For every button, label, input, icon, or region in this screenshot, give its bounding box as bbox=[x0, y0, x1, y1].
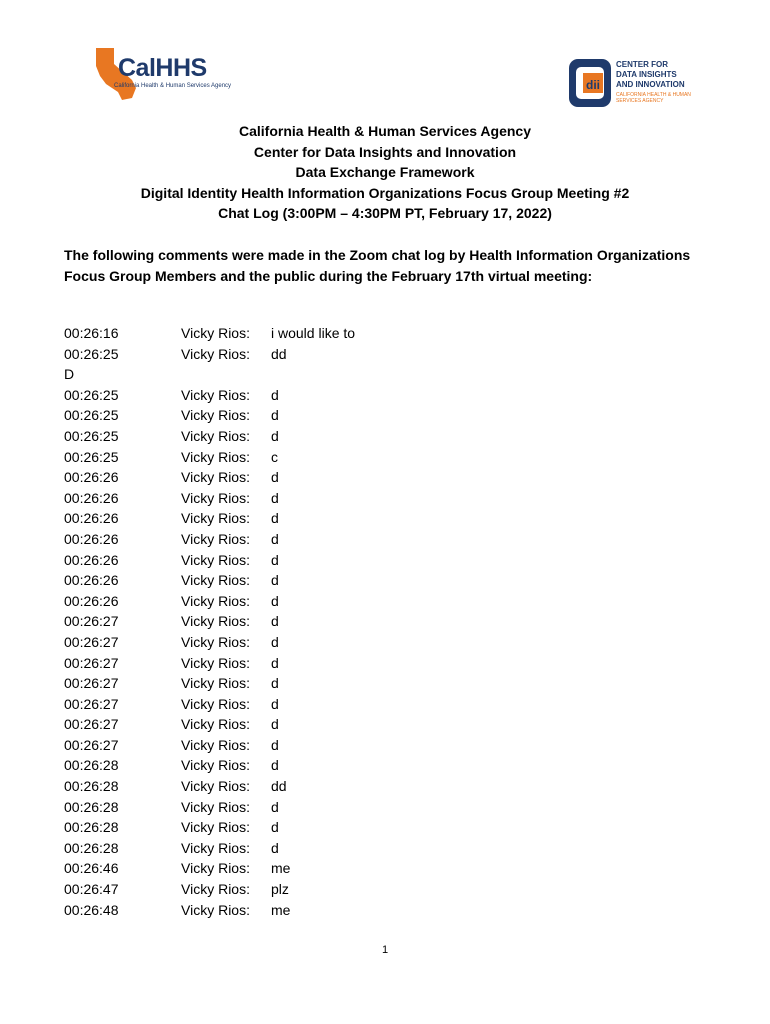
chat-log-row bbox=[64, 550, 664, 571]
chat-log bbox=[64, 323, 664, 920]
svg-text:dii: dii bbox=[586, 78, 600, 92]
chat-log-row bbox=[64, 447, 664, 468]
chat-message: d bbox=[271, 819, 279, 836]
chat-message: d bbox=[271, 551, 279, 568]
chat-author: Vicky Rios: bbox=[181, 716, 250, 733]
chat-timestamp: 00:26:26 bbox=[64, 530, 119, 547]
chat-message: d bbox=[271, 592, 279, 609]
chat-author: Vicky Rios: bbox=[181, 448, 250, 465]
calhhs-logo bbox=[92, 46, 232, 102]
chat-message: d bbox=[271, 469, 279, 486]
chat-timestamp: 00:26:27 bbox=[64, 613, 119, 630]
chat-timestamp: 00:26:27 bbox=[64, 675, 119, 692]
chat-author: Vicky Rios: bbox=[181, 551, 250, 568]
chat-timestamp: 00:26:25 bbox=[64, 345, 119, 362]
chat-log-row bbox=[64, 508, 664, 529]
chat-author: Vicky Rios: bbox=[181, 695, 250, 712]
chat-message: dd bbox=[271, 345, 287, 362]
chat-timestamp: 00:26:28 bbox=[64, 819, 119, 836]
cdii-logo bbox=[568, 58, 691, 110]
chat-timestamp: 00:26:26 bbox=[64, 551, 119, 568]
chat-message: d bbox=[271, 654, 279, 671]
chat-author: Vicky Rios: bbox=[181, 510, 250, 527]
chat-timestamp: 00:26:25 bbox=[64, 427, 119, 444]
chat-message: d bbox=[271, 386, 279, 403]
chat-log-row bbox=[64, 529, 664, 550]
chat-author: Vicky Rios: bbox=[181, 757, 250, 774]
chat-log-row bbox=[64, 879, 664, 900]
chat-message: d bbox=[271, 572, 279, 589]
chat-log-row bbox=[64, 570, 664, 591]
chat-message: c bbox=[271, 448, 278, 465]
chat-author: Vicky Rios: bbox=[181, 613, 250, 630]
chat-author: Vicky Rios: bbox=[181, 345, 250, 362]
chat-log-row bbox=[64, 838, 664, 859]
chat-log-row bbox=[64, 467, 664, 488]
chat-timestamp: 00:26:27 bbox=[64, 736, 119, 753]
calhhs-logo-text: CalHHS bbox=[118, 54, 207, 82]
chat-author: Vicky Rios: bbox=[181, 901, 250, 918]
chat-log-row bbox=[64, 776, 664, 797]
header-framework: Data Exchange Framework bbox=[295, 164, 475, 180]
chat-log-row bbox=[64, 673, 664, 694]
chat-timestamp: 00:26:25 bbox=[64, 407, 119, 424]
chat-author: Vicky Rios: bbox=[181, 860, 250, 877]
chat-message: i would like to bbox=[271, 325, 356, 341]
chat-log-row bbox=[64, 344, 664, 365]
chat-timestamp: 00:26:27 bbox=[64, 716, 119, 733]
header-agency: California Health & Human Services Agency bbox=[238, 123, 532, 139]
chat-message: me bbox=[271, 860, 291, 877]
page-number: 1 bbox=[381, 944, 389, 956]
chat-timestamp: 00:26:27 bbox=[64, 654, 119, 671]
chat-message: d bbox=[271, 675, 279, 692]
chat-message: me bbox=[271, 901, 291, 918]
chat-timestamp: 00:26:28 bbox=[64, 798, 119, 815]
chat-message: d bbox=[271, 736, 279, 753]
chat-message: d bbox=[271, 633, 279, 650]
header-meeting-title: Digital Identity Health Information Organizations Focus Group Meeting #2 bbox=[140, 184, 630, 201]
calhhs-logo-subtitle: California Health & Human Services Agency bbox=[114, 83, 232, 89]
chat-author: Vicky Rios: bbox=[181, 798, 250, 815]
chat-author: Vicky Rios: bbox=[181, 386, 250, 403]
chat-timestamp: 00:26:25 bbox=[64, 448, 119, 465]
header-chat-log-date: Chat Log (3:00PM – 4:30PM PT, February 17, 2022) bbox=[218, 205, 552, 221]
chat-timestamp: 00:26:46 bbox=[64, 860, 119, 877]
chat-log-row bbox=[64, 591, 664, 612]
chat-timestamp: 00:26:26 bbox=[64, 572, 119, 589]
chat-message: d bbox=[271, 510, 279, 527]
chat-author: Vicky Rios: bbox=[181, 778, 250, 795]
chat-log-row bbox=[64, 900, 664, 921]
chat-log-row bbox=[64, 653, 664, 674]
chat-message: d bbox=[271, 695, 279, 712]
chat-timestamp: 00:26:26 bbox=[64, 489, 119, 506]
chat-message: d bbox=[271, 613, 279, 630]
intro-paragraph: The following comments were made in the Zoom chat log by Health Information Organizations Focus Group Members and the public during the February 17th virtual meeting: bbox=[64, 247, 691, 284]
chat-timestamp: 00:26:26 bbox=[64, 510, 119, 527]
chat-author: Vicky Rios: bbox=[181, 819, 250, 836]
chat-author: Vicky Rios: bbox=[181, 325, 250, 341]
chat-author: Vicky Rios: bbox=[181, 633, 250, 650]
document-header bbox=[0, 121, 770, 224]
chat-message: d bbox=[271, 530, 279, 547]
chat-timestamp: 00:26:28 bbox=[64, 778, 119, 795]
chat-author: Vicky Rios: bbox=[181, 427, 250, 444]
chat-log-row bbox=[64, 385, 664, 406]
chat-log-row bbox=[64, 735, 664, 756]
chat-timestamp: 00:26:28 bbox=[64, 839, 119, 856]
chat-timestamp: 00:26:28 bbox=[64, 757, 119, 774]
chat-timestamp: 00:26:47 bbox=[64, 881, 119, 898]
chat-log-row bbox=[64, 714, 664, 735]
chat-message: d bbox=[271, 716, 279, 733]
chat-log-row bbox=[64, 323, 664, 344]
cdii-mark-icon bbox=[568, 58, 612, 108]
chat-message: d bbox=[271, 427, 279, 444]
chat-timestamp: 00:26:25 bbox=[64, 386, 119, 403]
chat-author: Vicky Rios: bbox=[181, 572, 250, 589]
chat-log-row bbox=[64, 797, 664, 818]
chat-author: Vicky Rios: bbox=[181, 489, 250, 506]
chat-log-row bbox=[64, 817, 664, 838]
chat-log-row bbox=[64, 632, 664, 653]
chat-log-row bbox=[64, 364, 664, 385]
chat-timestamp: 00:26:27 bbox=[64, 633, 119, 650]
chat-timestamp: 00:26:16 bbox=[64, 325, 119, 341]
chat-author: Vicky Rios: bbox=[181, 736, 250, 753]
chat-author: Vicky Rios: bbox=[181, 407, 250, 424]
chat-log-row bbox=[64, 405, 664, 426]
chat-author: Vicky Rios: bbox=[181, 675, 250, 692]
chat-author: Vicky Rios: bbox=[181, 592, 250, 609]
chat-message: d bbox=[271, 407, 279, 424]
chat-message: d bbox=[271, 798, 279, 815]
chat-log-row bbox=[64, 611, 664, 632]
chat-message: d bbox=[271, 839, 279, 856]
chat-log-row bbox=[64, 694, 664, 715]
chat-log-row bbox=[64, 858, 664, 879]
chat-message: d bbox=[271, 489, 279, 506]
chat-author: Vicky Rios: bbox=[181, 839, 250, 856]
cdii-logo-title: CENTER FOR DATA INSIGHTS AND INNOVATION bbox=[616, 60, 685, 89]
chat-timestamp: 00:26:26 bbox=[64, 592, 119, 609]
chat-author: Vicky Rios: bbox=[181, 654, 250, 671]
chat-message: plz bbox=[271, 881, 289, 898]
chat-author: Vicky Rios: bbox=[181, 469, 250, 486]
chat-log-row bbox=[64, 488, 664, 509]
chat-log-row bbox=[64, 426, 664, 447]
chat-log-row bbox=[64, 755, 664, 776]
chat-author: Vicky Rios: bbox=[181, 881, 250, 898]
chat-author: Vicky Rios: bbox=[181, 530, 250, 547]
chat-message: d bbox=[271, 757, 279, 774]
chat-timestamp: 00:26:26 bbox=[64, 469, 119, 486]
chat-timestamp: 00:26:27 bbox=[64, 695, 119, 712]
header-center: Center for Data Insights and Innovation bbox=[253, 143, 517, 160]
chat-message: dd bbox=[271, 778, 287, 795]
chat-timestamp: D bbox=[64, 366, 75, 383]
chat-timestamp: 00:26:48 bbox=[64, 901, 119, 918]
cdii-logo-subtitle: CALIFORNIA HEALTH & HUMAN SERVICES AGENCY bbox=[616, 92, 691, 104]
